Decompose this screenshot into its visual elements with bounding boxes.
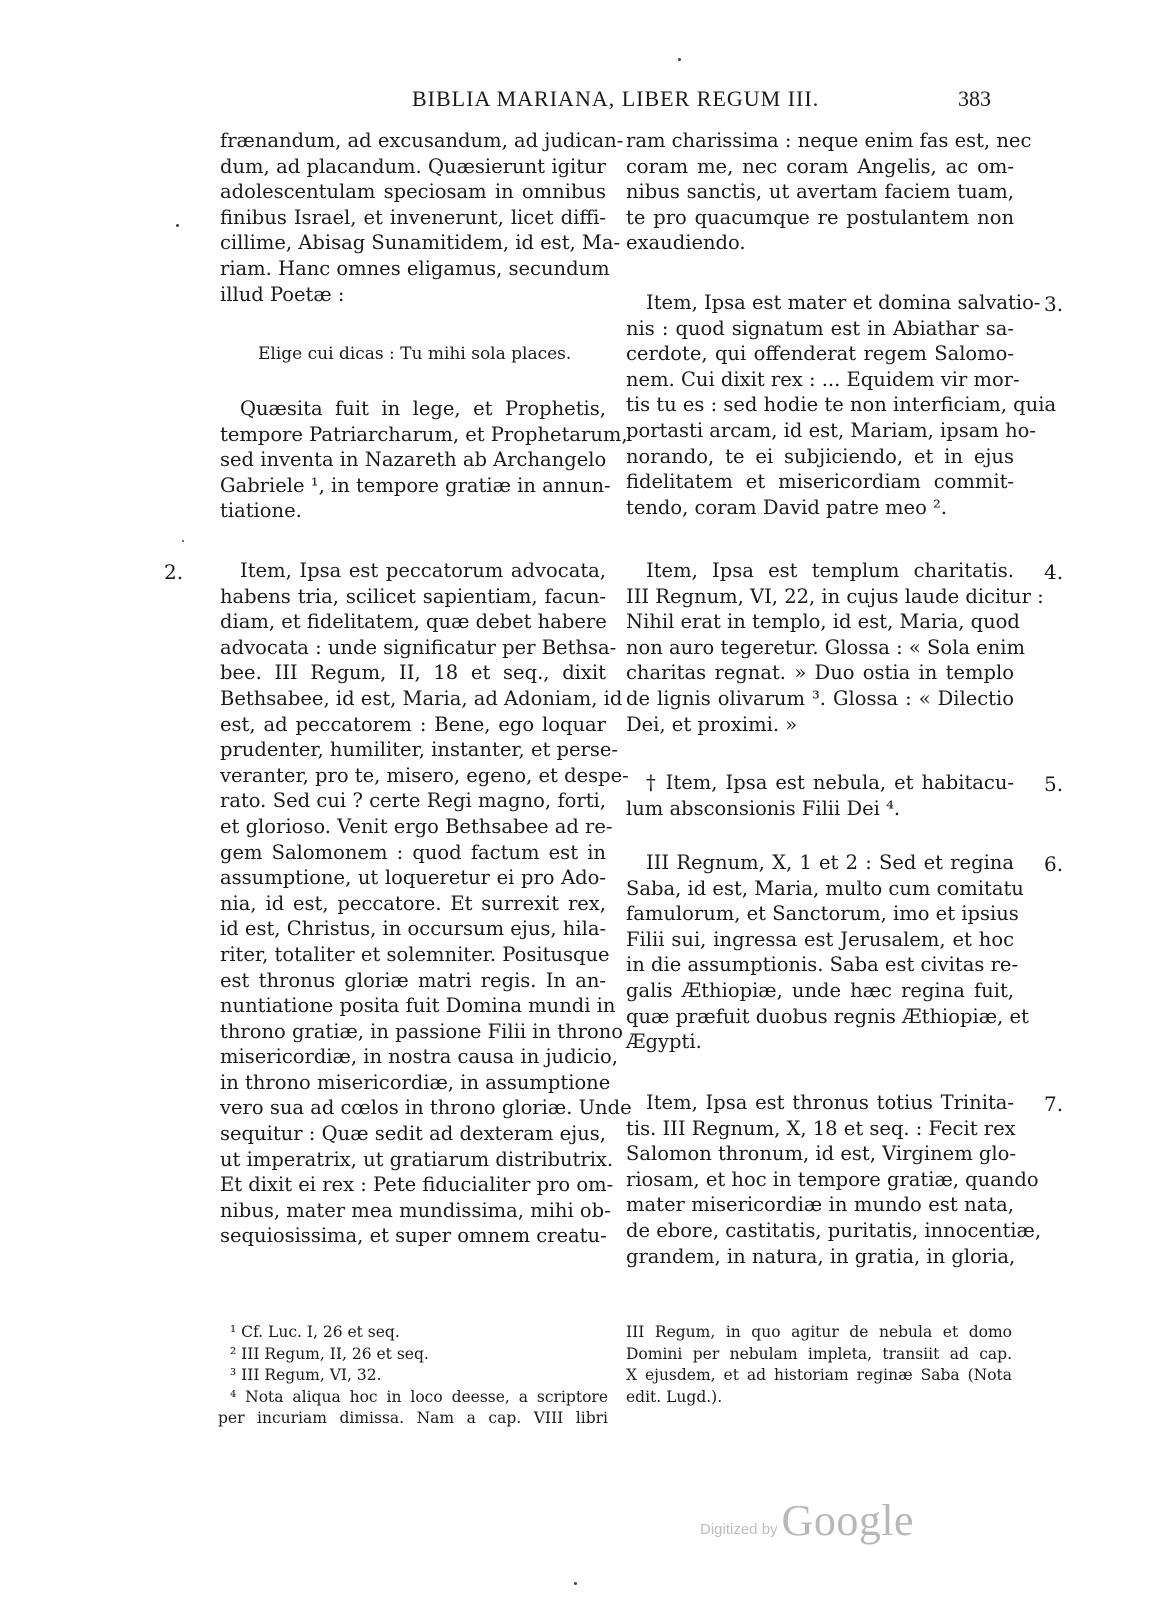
text-line: Bethsabee, id est, Maria, ad Adoniam, id xyxy=(220,686,623,710)
text-line: tis. III Regnum, X, 18 et seq. : Fecit rex xyxy=(626,1116,1016,1140)
text-line: famulorum, et Sanctorum, imo et ipsius xyxy=(626,902,1019,926)
text-line: III Regnum, X, 1 et 2 : Sed et regina xyxy=(646,851,1014,874)
text-line: cerdote, qui offenderat regem Salomo- xyxy=(626,342,1014,366)
footnote-1: ¹ Cf. Luc. I, 26 et seq. xyxy=(230,1323,400,1341)
right-column-paragraph-6 xyxy=(626,1090,1042,1269)
text-line: misericordiæ, in nostra causa in judicio, xyxy=(220,1045,618,1069)
watermark-label: Digitized by xyxy=(700,1521,778,1538)
footnote-3: ³ III Regum, VI, 32. xyxy=(230,1366,382,1384)
left-column-paragraph-1 xyxy=(220,128,624,307)
text-line: tiatione. xyxy=(220,499,302,523)
text-line: coram me, nec coram Angelis, ac om- xyxy=(626,154,1014,178)
footnote-4-continued: Domini per nebulam impleta, transiit ad cap. xyxy=(626,1344,1012,1363)
text-line: portasti arcam, id est, Mariam, ipsam ho- xyxy=(626,418,1036,442)
text-line: riosam, et hoc in tempore gratiæ, quando xyxy=(626,1167,1039,1191)
text-line: tis tu es : sed hodie te non interficiam, quia xyxy=(626,393,1057,417)
text-line: in die assumptionis. Saba est civitas re- xyxy=(626,953,1019,977)
text-line: Item, Ipsa est peccatorum advocata, xyxy=(240,559,606,582)
text-line: adolescentulam speciosam in omnibus xyxy=(220,180,606,204)
footnote-4-continued: X ejusdem, et ad historiam reginæ Saba (Nota xyxy=(626,1366,1012,1384)
section-number: 4. xyxy=(1044,560,1064,584)
text-line: et glorioso. Venit ergo Bethsabee ad re- xyxy=(220,814,613,838)
footnote-4: ⁴ Nota aliqua hoc in loco deesse, a scriptore xyxy=(230,1387,608,1406)
text-line: throno gratiæ, in passione Filii in throno xyxy=(220,1019,623,1043)
text-line: Ægypti. xyxy=(626,1030,702,1054)
text-line: in throno misericordiæ, in assumptione xyxy=(220,1070,611,1094)
digitized-by-google-watermark xyxy=(700,1496,940,1546)
footnote-2: ² III Regum, II, 26 et seq. xyxy=(230,1344,429,1363)
section-number: 5. xyxy=(1044,772,1064,796)
text-line: est, ad peccatorem : Bene, ego loquar xyxy=(220,712,606,736)
text-line: non auro tegeretur. Glossa : « Sola enim xyxy=(626,635,1026,659)
text-line: sed inventa in Nazareth ab Archangelo xyxy=(220,448,607,472)
text-line: sequitur : Quæ sedit ad dexteram ejus, xyxy=(220,1122,606,1146)
text-line: Item, Ipsa est thronus totius Trinita- xyxy=(646,1091,1014,1114)
text-line: quæ præfuit duobus regnis Æthiopiæ, et xyxy=(626,1004,1029,1028)
text-line: Et dixit ei rex : Pete fiducialiter pro om- xyxy=(220,1173,614,1197)
text-line: III Regnum, VI, 22, in cujus laude dicitur : xyxy=(626,584,1044,608)
right-column-paragraph-5 xyxy=(626,850,1029,1055)
text-line: mater misericordiæ in mundo est nata, xyxy=(626,1193,1014,1217)
footnotes-right xyxy=(626,1322,1012,1408)
text-line: Dei, et proximi. » xyxy=(626,712,798,736)
text-line: Saba, id est, Maria, multo cum comitatu xyxy=(626,876,1024,900)
footnote-4-continued: edit. Lugd.). xyxy=(626,1387,723,1406)
footnotes-left xyxy=(218,1322,608,1430)
text-line: id est, Christus, in occursum ejus, hila- xyxy=(220,917,607,941)
text-line: lum absconsionis Filii Dei ⁴. xyxy=(626,796,901,820)
text-line: charitas regnat. » Duo ostia in templo xyxy=(626,661,1014,685)
footnote-4-continued: per incuriam dimissa. Nam a cap. VIII libri xyxy=(218,1409,608,1427)
running-header-title: BIBLIA MARIANA, LIBER REGUM III. xyxy=(412,86,820,111)
right-column-paragraph-1 xyxy=(626,128,1032,256)
text-line: tendo, coram David patre meo ². xyxy=(626,495,948,519)
text-line: vero sua ad cœlos in throno gloriæ. Unde xyxy=(220,1096,632,1120)
text-line: finibus Israel, et invenerunt, licet diffi- xyxy=(220,205,606,229)
text-line: Salomon thronum, id est, Virginem glo- xyxy=(626,1142,1016,1166)
scan-speck xyxy=(182,540,184,542)
text-line: dum, ad placandum. Quæsierunt igitur xyxy=(220,154,606,178)
text-line: diam, et fidelitatem, quæ debet habere xyxy=(220,610,607,634)
text-line: riam. Hanc omnes eligamus, secundum xyxy=(220,256,610,280)
section-number: 7. xyxy=(1044,1092,1064,1116)
text-line: assumptione, ut loqueretur ei pro Ado- xyxy=(220,866,606,890)
text-line: gem Salomonem : quod factum est in xyxy=(220,840,606,864)
text-line: sequiosissima, et super omnem creatu- xyxy=(220,1224,607,1248)
text-line: exaudiendo. xyxy=(626,231,746,255)
text-line: norando, te ei subjiciendo, et in ejus xyxy=(626,444,1014,468)
text-line: Item, Ipsa est mater et domina salvatio- xyxy=(646,291,1041,314)
text-line: te pro quacumque re postulantem non xyxy=(626,205,1014,229)
text-line: rato. Sed cui ? certe Regi magno, forti, xyxy=(220,789,606,813)
section-number: 6. xyxy=(1044,852,1064,876)
section-number: 3. xyxy=(1044,292,1064,316)
verse-quotation xyxy=(258,342,578,368)
text-line: nia, id est, peccatore. Et surrexit rex, xyxy=(220,891,606,915)
left-column-paragraph-3 xyxy=(220,558,632,1249)
text-line: ram charissima : neque enim fas est, nec xyxy=(626,129,1032,152)
text-line: Quæsita fuit in lege, et Prophetis, xyxy=(240,397,606,420)
scan-speck xyxy=(678,58,681,61)
right-column-paragraph-2 xyxy=(626,290,1057,520)
text-line: de lignis olivarum ³. Glossa : « Dilectio xyxy=(626,686,1014,710)
scan-speck xyxy=(574,1582,577,1585)
text-line: est thronus gloriæ matri regis. In an- xyxy=(220,968,606,992)
scan-speck xyxy=(176,224,179,227)
text-line: riter, totaliter et solemniter. Positusque xyxy=(220,942,610,966)
text-line: nis : quod signatum est in Abiathar sa- xyxy=(626,316,1014,340)
text-line: Elige cui dicas : Tu mihi sola places. xyxy=(258,344,572,364)
text-line: nem. Cui dixit rex : ... Equidem vir mor- xyxy=(626,367,1020,391)
text-line: bee. III Regum, II, 18 et seq., dixit xyxy=(220,661,606,685)
text-line: illud Poetæ : xyxy=(220,282,345,306)
text-line: nibus sanctis, ut avertam faciem tuam, xyxy=(626,180,1014,204)
text-line: nuntiatione posita fuit Domina mundi in xyxy=(220,994,616,1018)
text-line: Nihil erat in templo, id est, Maria, quod xyxy=(626,610,1020,634)
text-line: veranter, pro te, misero, egeno, et despe- xyxy=(220,763,629,787)
text-line: † Item, Ipsa est nebula, et habitacu- xyxy=(646,771,1014,794)
text-line: galis Æthiopiæ, unde hæc regina fuit, xyxy=(626,978,1014,1002)
left-column-paragraph-2 xyxy=(220,396,628,524)
text-line: tempore Patriarcharum, et Prophetarum, xyxy=(220,422,628,446)
page-number: 383 xyxy=(958,86,991,111)
right-column-paragraph-3 xyxy=(626,558,1044,737)
footnote-4-continued: III Regum, in quo agitur de nebula et domo xyxy=(626,1323,1012,1341)
text-line: habens tria, scilicet sapientiam, facun- xyxy=(220,584,606,608)
text-line: frænandum, ad excusandum, ad judican- xyxy=(220,129,624,152)
text-line: prudenter, humiliter, instanter, et perse- xyxy=(220,738,618,762)
text-line: Gabriele ¹, in tempore gratiæ in annun- xyxy=(220,473,611,497)
section-number: 2. xyxy=(164,560,184,584)
text-line: advocata : unde significatur per Bethsa- xyxy=(220,635,617,659)
right-column-paragraph-4 xyxy=(626,770,1014,821)
text-line: Item, Ipsa est templum charitatis. xyxy=(646,559,1014,582)
text-line: cillime, Abisag Sunamitidem, id est, Ma- xyxy=(220,231,621,255)
text-line: nibus, mater mea mundissima, mihi ob- xyxy=(220,1198,611,1222)
text-line: ut imperatrix, ut gratiarum distributrix. xyxy=(220,1147,614,1171)
text-line: de ebore, castitatis, puritatis, innocentiæ, xyxy=(626,1218,1042,1242)
google-logo: Google xyxy=(781,1496,915,1545)
text-line: grandem, in natura, in gratia, in gloria, xyxy=(626,1244,1016,1268)
text-line: fidelitatem et misericordiam commit- xyxy=(626,470,1014,494)
text-line: Filii sui, ingressa est Jerusalem, et hoc xyxy=(626,927,1014,951)
